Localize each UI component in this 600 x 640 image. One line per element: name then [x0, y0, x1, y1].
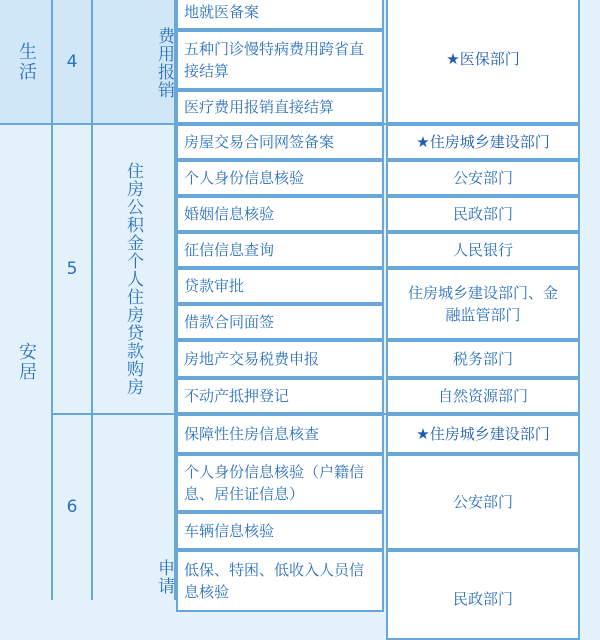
department-cell: 人民银行	[386, 232, 580, 268]
item-cell: 保障性住房信息核查	[176, 414, 384, 454]
grid-line	[174, 0, 176, 600]
section-label-6: 申请	[92, 414, 174, 600]
grid-line	[0, 123, 580, 125]
item-cell: 征信信息查询	[176, 232, 384, 268]
item-cell: 房地产交易税费申报	[176, 340, 384, 378]
item-cell: 低保、特困、低收入人员信息核验	[176, 550, 384, 612]
section-label-5: 住房公积金个人住房贷款购房	[92, 124, 174, 414]
category-life: 生活	[0, 0, 52, 124]
section-number-5: 5	[52, 124, 92, 414]
section-label-4: 费用报销	[92, 0, 174, 124]
item-cell: 医疗费用报销直接结算	[176, 90, 384, 124]
department-cell: 税务部门	[386, 340, 580, 378]
department-cell: 民政部门	[386, 196, 580, 232]
item-cell: 个人身份信息核验	[176, 160, 384, 196]
department-cell: ★医保部门	[386, 0, 580, 124]
item-cell: 个人身份信息核验（户籍信息、居住证信息）	[176, 454, 384, 512]
department-cell: ★住房城乡建设部门	[386, 414, 580, 454]
section-number-6: 6	[52, 414, 92, 600]
department-cell: 自然资源部门	[386, 378, 580, 414]
item-cell: 贷款审批	[176, 268, 384, 304]
section-number-4: 4	[52, 0, 92, 124]
item-cell: 不动产抵押登记	[176, 378, 384, 414]
grid-line	[91, 0, 93, 600]
item-cell: 房屋交易合同网签备案	[176, 124, 384, 160]
department-cell: ★住房城乡建设部门	[386, 124, 580, 160]
item-cell: 借款合同面签	[176, 304, 384, 340]
item-cell: 婚姻信息核验	[176, 196, 384, 232]
item-cell: 车辆信息核验	[176, 512, 384, 550]
category-housing: 安居	[0, 124, 52, 600]
department-cell: 民政部门	[386, 550, 580, 640]
department-cell: 公安部门	[386, 454, 580, 550]
department-cell: 公安部门	[386, 160, 580, 196]
item-cell: 地就医备案	[176, 0, 384, 30]
item-cell: 五种门诊慢特病费用跨省直接结算	[176, 30, 384, 90]
department-cell: 住房城乡建设部门、金融监管部门	[386, 268, 580, 340]
grid-line	[52, 413, 580, 415]
page-margin	[580, 0, 600, 600]
grid-line	[51, 0, 53, 600]
